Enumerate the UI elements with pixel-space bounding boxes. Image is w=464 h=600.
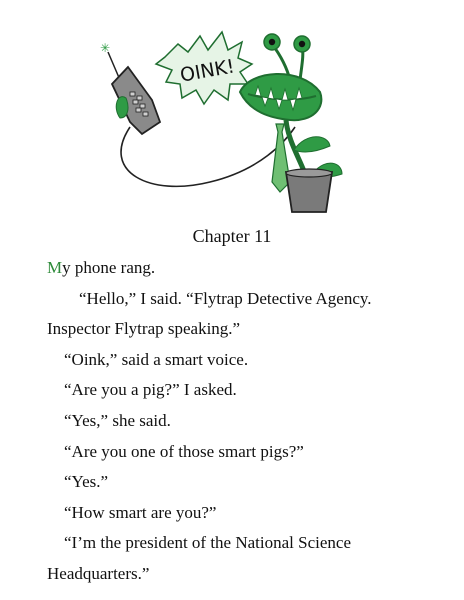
antenna-spark-icon: ✳ <box>100 41 111 55</box>
paragraph-5: “Yes,” she said. <box>64 411 171 430</box>
phone-cord <box>121 127 295 186</box>
paragraph-1-text: y phone rang. <box>62 258 156 277</box>
paragraph-9-line-1: “I’m the president of the National Science <box>64 533 351 552</box>
paragraph-2-line-2: Inspector Flytrap speaking.” <box>47 319 241 338</box>
paragraph-7: “Yes.” <box>64 472 109 491</box>
paragraph-9-line-2: Headquarters.” <box>47 564 150 583</box>
phone-icon <box>112 67 160 134</box>
paragraph-1 <box>47 258 155 278</box>
paragraph-4: “Are you a pig?” I asked. <box>64 380 237 399</box>
flytrap-character <box>240 34 342 212</box>
paragraph-2-line-1: “Hello,” I said. “Flytrap Detective Agency. <box>79 289 372 308</box>
paragraph-6: “Are you one of those smart pigs?” <box>64 442 304 461</box>
speech-bubble-text: OINK! <box>178 55 237 87</box>
drop-cap: M <box>47 258 63 277</box>
paragraph-3: “Oink,” said a smart voice. <box>64 350 249 369</box>
speech-bubble <box>156 32 252 104</box>
pot-icon <box>286 172 332 212</box>
paragraph-8: “How smart are you?” <box>64 503 217 522</box>
chapter-title: Chapter 11 <box>192 226 272 246</box>
illustration <box>90 22 370 218</box>
